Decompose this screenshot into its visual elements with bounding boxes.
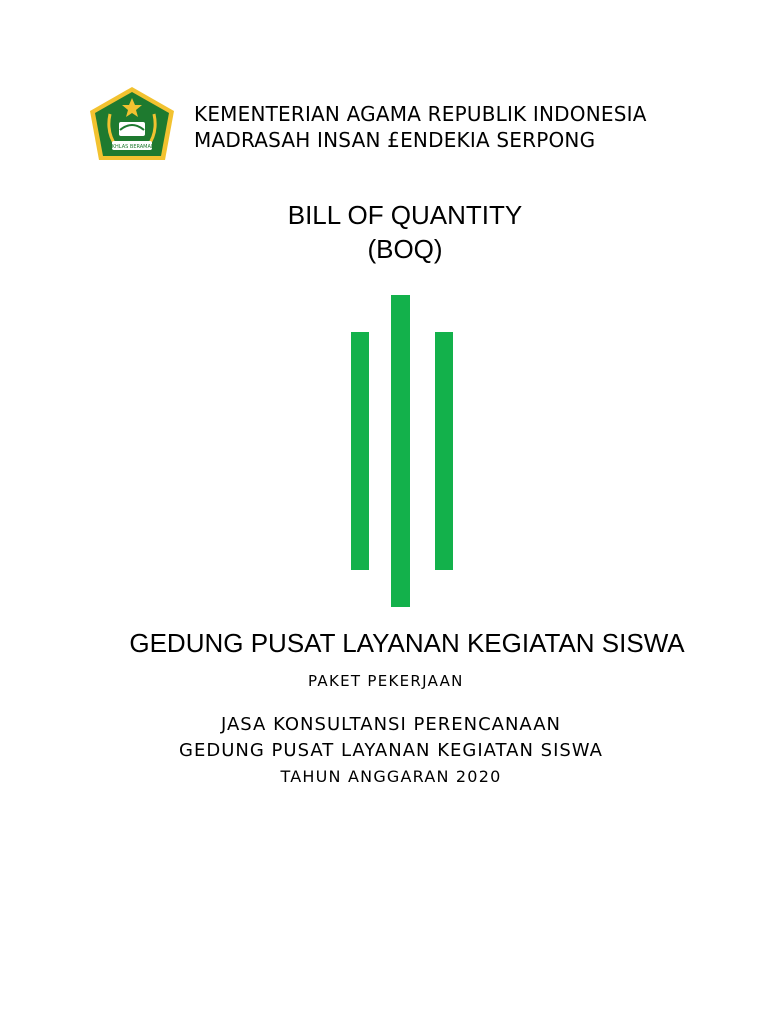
document-title-abbrev: (BOQ) (367, 234, 443, 264)
institution-header (194, 101, 647, 153)
decorative-bar-right (435, 332, 453, 570)
document-title: BILL OF QUANTITY (287, 200, 523, 230)
decorative-bar-center (391, 295, 410, 607)
ministry-name: KEMENTERIAN AGAMA REPUBLIK INDONESIA (194, 102, 647, 126)
building-name: GEDUNG PUSAT LAYANAN KEGIATAN SISWA (129, 628, 685, 658)
decorative-bar-left (351, 332, 369, 570)
school-name: MADRASAH INSAN £ENDEKIA SERPONG (194, 128, 596, 152)
fiscal-year: TAHUN ANGGARAN 2020 (280, 767, 502, 786)
logo-banner-text: IKHLAS BERAMAL (110, 144, 154, 150)
service-type: JASA KONSULTANSI PERENCANAAN (220, 714, 562, 735)
kementerian-agama-logo (86, 84, 178, 164)
service-object: GEDUNG PUSAT LAYANAN KEGIATAN SISWA (179, 740, 603, 761)
paket-label: PAKET PEKERJAAN (308, 672, 464, 690)
